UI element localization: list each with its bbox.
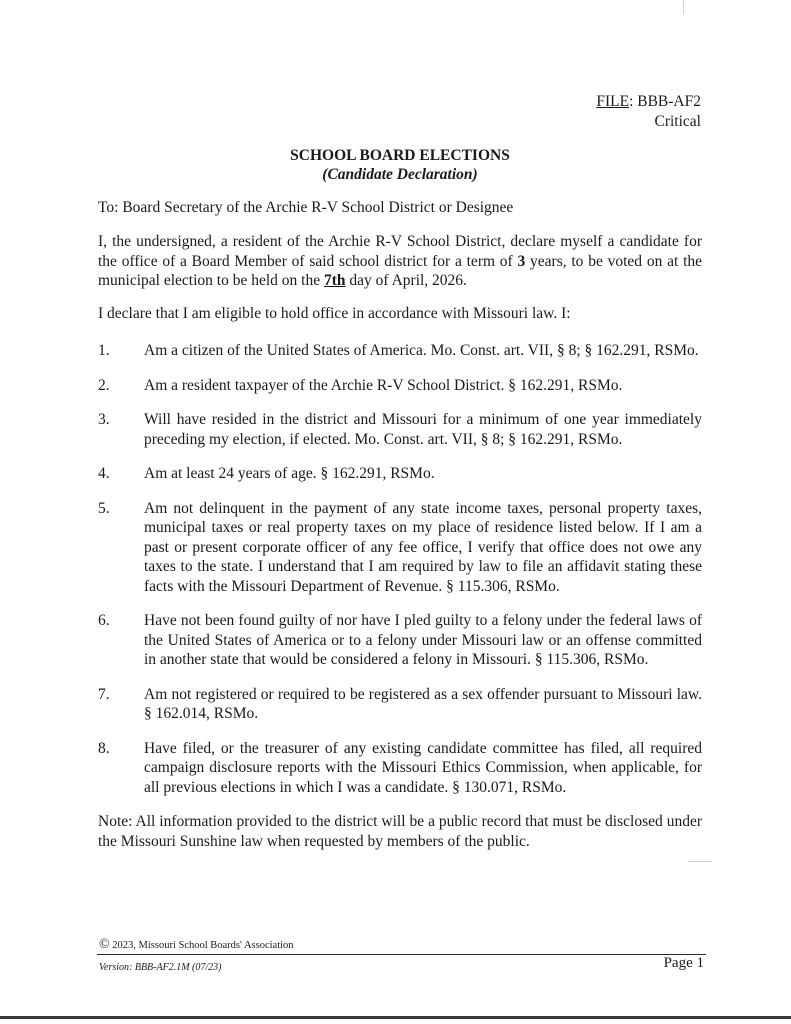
- term-years: 3: [517, 252, 526, 270]
- item-text: Am not registered or required to be registered as a sex offender pursuant to Missouri law. § 162.014, RSMo.: [144, 685, 702, 722]
- file-code: : BBB-AF2: [629, 93, 701, 110]
- item-number: 1.: [98, 342, 110, 359]
- declaration-paragraph: [98, 232, 702, 291]
- item-number: 4.: [98, 465, 110, 482]
- document-title: SCHOOL BOARD ELECTIONS: [290, 147, 510, 164]
- list-item: [98, 499, 702, 597]
- footer-divider: [97, 954, 706, 955]
- item-number: 5.: [98, 499, 110, 517]
- item-text: Am at least 24 years of age. § 162.291, RSMo.: [144, 465, 435, 482]
- item-number: 8.: [98, 739, 110, 757]
- public-record-note: Note: All information provided to the district will be a public record that must be disclosed under the Missouri Sunshine law when requested by members of the public.: [98, 813, 702, 850]
- copyright-icon: ©: [99, 937, 110, 952]
- item-number: 3.: [98, 411, 110, 428]
- list-item: [98, 685, 702, 724]
- declaration-text-3: day of April, 2026.: [345, 272, 467, 289]
- eligibility-list: [98, 341, 702, 812]
- file-reference: [596, 92, 701, 132]
- list-item: [98, 739, 702, 798]
- version-label: Version: BBB-AF2.1M (07/23): [99, 962, 222, 973]
- scan-edge-bottom: [0, 1016, 791, 1019]
- file-line: [596, 92, 701, 112]
- list-item: [98, 341, 702, 361]
- page-number: Page 1: [663, 955, 704, 971]
- eligibility-intro: I declare that I am eligible to hold office in accordance with Missouri law. I:: [98, 305, 571, 322]
- election-day: 7th: [323, 272, 346, 289]
- item-number: 7.: [98, 685, 110, 703]
- item-text: Have not been found guilty of nor have I pled guilty to a felony under the federal laws of the United States of America or to a felony under Missouri law or an offense committed in another state that would be considered a felony in Missouri. § 115.306, RSMo.: [144, 612, 702, 668]
- list-item: [98, 376, 702, 396]
- item-number: 6.: [98, 612, 110, 629]
- list-item: [98, 410, 702, 449]
- scan-artifact-smudge: [688, 861, 712, 862]
- classification: Critical: [654, 113, 701, 130]
- list-item: [98, 464, 702, 484]
- item-text: Have filed, or the treasurer of any existing candidate committee has filed, all required campaign disclosure reports with the Missouri Ethics Commission, when applicable, for all previous elections in which I was a candidate. § 130.071, RSMo.: [144, 739, 702, 796]
- item-text: Am a resident taxpayer of the Archie R-V School District. § 162.291, RSMo.: [144, 376, 623, 394]
- item-text: Am not delinquent in the payment of any state income taxes, personal property taxes, municipal taxes or real property taxes on my place of residence listed below. If I am a past or present corporate officer of any fee office, I verify that office does not owe any taxes to the state. I understand that I am required by law to file an affidavit stating these facts with the Missouri Department of Revenue. § 115.306, RSMo.: [144, 499, 702, 595]
- copyright-line: [99, 937, 294, 953]
- addressee: To: Board Secretary of the Archie R-V School District or Designee: [98, 199, 514, 216]
- copyright-text: 2023, Missouri School Boards' Association: [109, 940, 294, 951]
- file-label: FILE: [596, 93, 630, 110]
- item-text: Will have resided in the district and Missouri for a minimum of one year immediately preceding my election, if elected. Mo. Const. art. VII, § 8; § 162.291, RSMo.: [144, 411, 702, 448]
- declaration-text-1: I, the undersigned, a resident of the Archie R-V School District, declare myself a candidate for the office of a Board Member of said school district for a term of: [98, 233, 702, 270]
- scan-artifact-top: [683, 0, 684, 14]
- document-subtitle: (Candidate Declaration): [322, 166, 478, 183]
- item-text: Am a citizen of the United States of America. Mo. Const. art. VII, § 8; § 162.291, RSMo.: [144, 342, 699, 359]
- declaration-text-2: years, to be voted on at the municipal election to be held on the: [98, 252, 702, 289]
- item-number: 2.: [98, 376, 110, 394]
- list-item: [98, 611, 702, 670]
- title-block: [0, 146, 791, 184]
